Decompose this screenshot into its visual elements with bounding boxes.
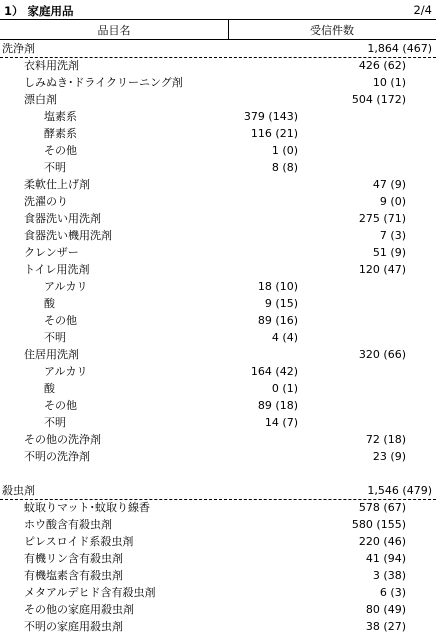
table-row	[0, 142, 436, 159]
row-label: トイレ用洗剤	[24, 263, 90, 276]
row-value: 120 (47)	[358, 263, 406, 276]
table-row	[0, 210, 436, 227]
table-row	[0, 278, 436, 295]
row-label: その他の家庭用殺虫剤	[24, 603, 134, 616]
row-label: 酵素系	[44, 127, 77, 140]
row-value: 18 (10)	[257, 280, 298, 293]
row-value: 80 (49)	[365, 603, 406, 616]
table-row	[0, 329, 436, 346]
row-label: ピレスロイド系殺虫剤	[24, 535, 134, 548]
row-value: 504 (172)	[351, 93, 406, 106]
row-label: 不明の洗浄剤	[24, 450, 90, 463]
row-label: 衣料用洗剤	[24, 59, 79, 72]
table-row	[0, 601, 436, 618]
table-row	[0, 363, 436, 380]
row-label: 洗浄剤	[2, 42, 35, 55]
table-row	[0, 618, 436, 635]
row-label: 有機塩素含有殺虫剤	[24, 569, 123, 582]
row-value: 275 (71)	[358, 212, 406, 225]
row-value: 320 (66)	[358, 348, 406, 361]
table-row	[0, 397, 436, 414]
table-row	[0, 227, 436, 244]
table-header	[0, 19, 436, 40]
row-value: 4 (4)	[271, 331, 298, 344]
row-label: その他の洗浄剤	[24, 433, 101, 446]
row-label: 洗濯のり	[24, 195, 68, 208]
row-value: 0 (1)	[271, 382, 298, 395]
row-value: 9 (15)	[264, 297, 298, 310]
row-value: 89 (18)	[257, 399, 298, 412]
row-label: ホウ酸含有殺虫剤	[24, 518, 112, 531]
table-row	[0, 380, 436, 397]
row-label: 酸	[44, 297, 55, 310]
row-label: メタアルデヒド含有殺虫剤	[24, 586, 156, 599]
row-label: 漂白剤	[24, 93, 57, 106]
row-value: 220 (46)	[358, 535, 406, 548]
row-value: 10 (1)	[372, 76, 406, 89]
row-value: 9 (0)	[379, 195, 406, 208]
table-row	[0, 414, 436, 431]
table-row	[0, 312, 436, 329]
table-row	[0, 448, 436, 465]
row-value: 8 (8)	[271, 161, 298, 174]
row-value: 72 (18)	[365, 433, 406, 446]
table-row	[0, 533, 436, 550]
row-value: 1,864 (467)	[367, 42, 432, 55]
row-value: 6 (3)	[379, 586, 406, 599]
row-label: 食器洗い用洗剤	[24, 212, 101, 225]
row-value: 89 (16)	[257, 314, 298, 327]
table-row	[0, 125, 436, 142]
row-label: 蚊取りマット･蚊取り線香	[24, 501, 151, 514]
row-value: 379 (143)	[243, 110, 298, 123]
row-value: 38 (27)	[365, 620, 406, 633]
row-value: 578 (67)	[358, 501, 406, 514]
row-value: 1,546 (479)	[367, 484, 432, 497]
row-label: 酸	[44, 382, 55, 395]
table-row	[0, 499, 436, 516]
row-label: 殺虫剤	[2, 484, 35, 497]
row-value: 164 (42)	[250, 365, 298, 378]
row-value: 7 (3)	[379, 229, 406, 242]
table-row	[0, 567, 436, 584]
table-row	[0, 74, 436, 91]
page-header	[0, 0, 436, 18]
row-label: アルカリ	[44, 280, 88, 293]
row-value: 51 (9)	[372, 246, 406, 259]
row-label: しみぬき･ドライクリーニング剤	[24, 76, 183, 89]
category-row	[0, 40, 436, 58]
row-label: 食器洗い機用洗剤	[24, 229, 112, 242]
row-value: 41 (94)	[365, 552, 406, 565]
row-value: 1 (0)	[271, 144, 298, 157]
row-value: 47 (9)	[372, 178, 406, 191]
table-row	[0, 550, 436, 567]
table-row	[0, 57, 436, 74]
page-title: 1） 家庭用品	[4, 4, 74, 18]
table-row	[0, 584, 436, 601]
row-label: アルカリ	[44, 365, 88, 378]
table-row	[0, 159, 436, 176]
row-label: 柔軟仕上げ剤	[24, 178, 90, 191]
row-label: 不明の家庭用殺虫剤	[24, 620, 123, 633]
row-label: その他	[44, 314, 77, 327]
row-value: 3 (38)	[372, 569, 406, 582]
table-row	[0, 261, 436, 278]
row-label: 不明	[44, 416, 66, 429]
column-header-item: 品目名	[97, 24, 131, 37]
row-label: 塩素系	[44, 110, 77, 123]
row-label: その他	[44, 399, 77, 412]
table-row	[0, 244, 436, 261]
category-row	[0, 482, 436, 500]
table-row	[0, 295, 436, 312]
row-value: 116 (21)	[250, 127, 298, 140]
row-value: 14 (7)	[264, 416, 298, 429]
table-row	[0, 346, 436, 363]
row-label: 不明	[44, 331, 66, 344]
row-value: 580 (155)	[351, 518, 406, 531]
row-value: 426 (62)	[358, 59, 406, 72]
table-row	[0, 193, 436, 210]
row-value: 23 (9)	[372, 450, 406, 463]
table-row	[0, 91, 436, 108]
row-label: 有機リン含有殺虫剤	[24, 552, 123, 565]
page-number: 2/4	[413, 3, 432, 17]
row-label: クレンザー	[24, 246, 79, 259]
column-header-count: 受信件数	[310, 24, 354, 37]
table-row	[0, 108, 436, 125]
row-label: 不明	[44, 161, 66, 174]
table-row	[0, 176, 436, 193]
row-label: その他	[44, 144, 77, 157]
table-row	[0, 431, 436, 448]
row-label: 住居用洗剤	[24, 348, 79, 361]
table-row	[0, 516, 436, 533]
